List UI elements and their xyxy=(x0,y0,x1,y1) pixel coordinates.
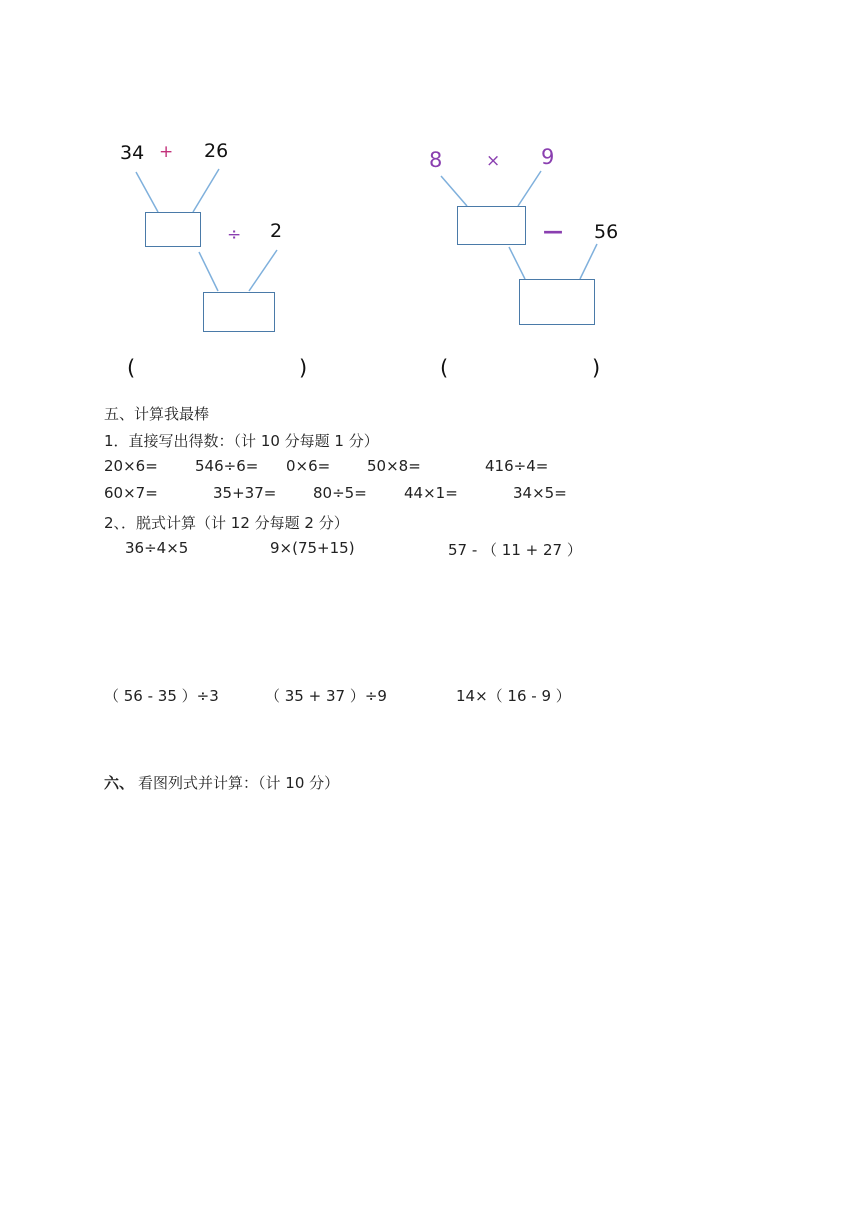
answer-box xyxy=(520,280,595,325)
calc-problem: 9×(75+15) xyxy=(270,539,355,557)
oral-problem: 35+37= xyxy=(213,484,277,502)
section-five-title: 五、计算我最棒 xyxy=(104,405,210,423)
calc-problem: （ 56 - 35 ）÷3 xyxy=(104,687,219,705)
connector-line xyxy=(580,244,597,279)
answer-paren-open: ( xyxy=(127,356,136,380)
answer-paren-open: ( xyxy=(440,356,449,380)
oral-problem: 416÷4= xyxy=(485,457,549,475)
connector-line xyxy=(509,247,525,279)
connector-line xyxy=(193,169,219,212)
calc-problem: 14×（ 16 - 9 ） xyxy=(456,687,571,705)
section-six-number: 六、 xyxy=(104,774,135,792)
answer-box xyxy=(204,293,275,332)
oral-problem: 44×1= xyxy=(404,484,458,502)
calc-problem: 36÷4×5 xyxy=(125,539,189,557)
connector-line xyxy=(518,171,541,206)
oral-problem: 0×6= xyxy=(286,457,331,475)
tree-a-mid-op: ÷ xyxy=(227,225,242,245)
answer-box xyxy=(458,207,526,245)
oral-problem: 60×7= xyxy=(104,484,158,502)
calc-problem: （ 35 + 37 ）÷9 xyxy=(265,687,387,705)
connector-line xyxy=(136,172,158,212)
answer-box xyxy=(146,213,201,247)
tree-b-top-left: 8 xyxy=(429,148,443,172)
connector-line xyxy=(249,250,277,291)
connector-line xyxy=(441,176,467,206)
tree-a-top-op: + xyxy=(159,142,174,162)
oral-problem: 20×6= xyxy=(104,457,158,475)
oral-problem: 80÷5= xyxy=(313,484,367,502)
oral-problem: 34×5= xyxy=(513,484,567,502)
part-two-title: 2、．脱式计算（计 12 分每题 2 分） xyxy=(104,514,349,532)
tree-a-mid-right: 2 xyxy=(270,220,283,242)
oral-problem: 546÷6= xyxy=(195,457,259,475)
answer-paren-close: ) xyxy=(299,356,308,380)
part-one-title: 1．直接写出得数：（计 10 分每题 1 分） xyxy=(104,432,379,450)
connector-line xyxy=(199,252,218,291)
tree-a-top-right: 26 xyxy=(204,140,229,162)
answer-paren-close: ) xyxy=(592,356,601,380)
tree-b-mid-op: — xyxy=(543,219,563,243)
tree-b-top-right: 9 xyxy=(541,145,555,169)
oral-problem: 50×8= xyxy=(367,457,421,475)
calc-problem: 57 - （ 11 + 27 ） xyxy=(448,541,582,559)
tree-b-mid-right: 56 xyxy=(594,221,619,243)
tree-b-top-op: × xyxy=(486,151,501,171)
section-six-title: 看图列式并计算：（计 10 分） xyxy=(138,774,340,792)
tree-a-top-left: 34 xyxy=(120,142,145,164)
